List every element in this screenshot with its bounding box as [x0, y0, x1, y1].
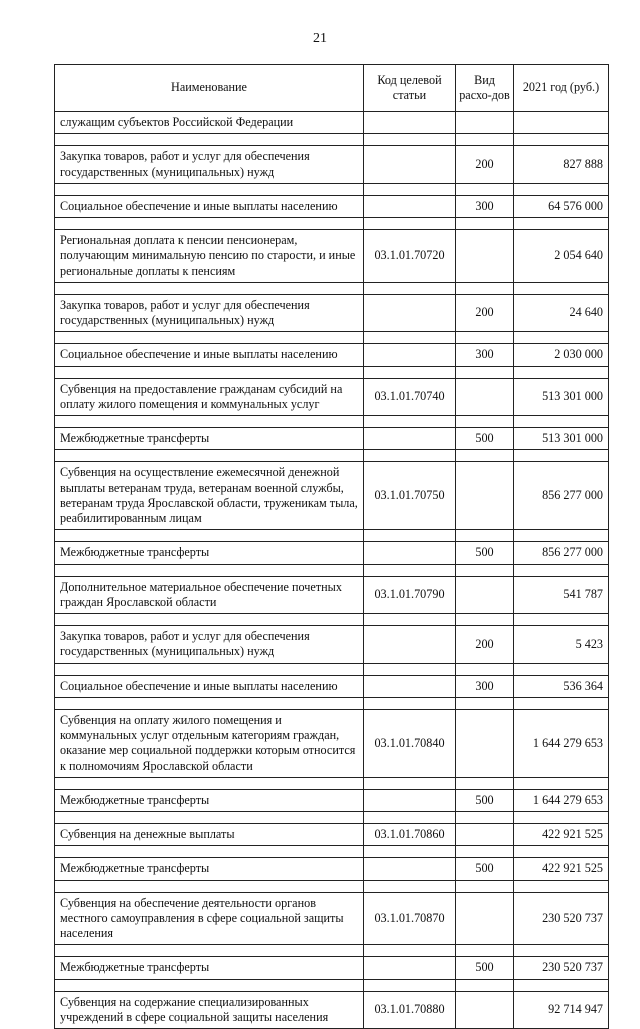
table-row: [55, 858, 609, 880]
cell-code: [364, 294, 456, 332]
spacer-cell: [514, 945, 609, 957]
cell-name: Межбюджетные трансферты: [55, 428, 364, 450]
table-body: [55, 112, 609, 1029]
spacer-cell: [456, 134, 514, 146]
spacer-cell: [364, 416, 456, 428]
spacer-cell: [364, 777, 456, 789]
cell-name: Социальное обеспечение и иные выплаты населению: [55, 675, 364, 697]
table-header-row: [55, 65, 609, 112]
spacer-cell: [456, 945, 514, 957]
cell-name: Закупка товаров, работ и услуг для обеспечения государственных (муниципальных) нужд: [55, 294, 364, 332]
cell-amount: [514, 112, 609, 134]
spacer-cell: [514, 812, 609, 824]
row-spacer: [55, 614, 609, 626]
spacer-cell: [364, 697, 456, 709]
row-spacer: [55, 282, 609, 294]
spacer-cell: [456, 530, 514, 542]
table-row: [55, 675, 609, 697]
cell-type: [456, 576, 514, 614]
spacer-cell: [514, 614, 609, 626]
cell-type: 300: [456, 344, 514, 366]
cell-amount: 5 423: [514, 626, 609, 664]
cell-amount: 2 054 640: [514, 230, 609, 283]
spacer-cell: [364, 282, 456, 294]
spacer-cell: [55, 880, 364, 892]
row-spacer: [55, 777, 609, 789]
spacer-cell: [364, 134, 456, 146]
row-spacer: [55, 450, 609, 462]
spacer-cell: [55, 564, 364, 576]
table-row: [55, 709, 609, 777]
cell-code: [364, 789, 456, 811]
row-spacer: [55, 945, 609, 957]
cell-type: [456, 112, 514, 134]
cell-type: [456, 378, 514, 416]
spacer-cell: [456, 218, 514, 230]
cell-name: Субвенция на предоставление гражданам субсидий на оплату жилого помещения и коммунальных услуг: [55, 378, 364, 416]
header-amount: 2021 год (руб.): [514, 65, 609, 112]
cell-type: 500: [456, 858, 514, 880]
spacer-cell: [364, 218, 456, 230]
cell-code: [364, 146, 456, 184]
cell-code: 03.1.01.70790: [364, 576, 456, 614]
spacer-cell: [456, 332, 514, 344]
spacer-cell: [55, 282, 364, 294]
table-row: [55, 991, 609, 1029]
cell-name: Межбюджетные трансферты: [55, 858, 364, 880]
spacer-cell: [456, 663, 514, 675]
spacer-cell: [55, 134, 364, 146]
cell-type: 500: [456, 789, 514, 811]
spacer-cell: [364, 945, 456, 957]
spacer-cell: [456, 846, 514, 858]
cell-type: [456, 991, 514, 1029]
table-row: [55, 576, 609, 614]
cell-amount: 1 644 279 653: [514, 709, 609, 777]
spacer-cell: [514, 777, 609, 789]
spacer-cell: [55, 697, 364, 709]
row-spacer: [55, 332, 609, 344]
table-row: [55, 230, 609, 283]
cell-amount: 827 888: [514, 146, 609, 184]
cell-amount: 2 030 000: [514, 344, 609, 366]
spacer-cell: [364, 979, 456, 991]
cell-code: 03.1.01.70860: [364, 824, 456, 846]
spacer-cell: [456, 979, 514, 991]
cell-type: [456, 462, 514, 530]
spacer-cell: [514, 530, 609, 542]
cell-code: [364, 675, 456, 697]
cell-code: 03.1.01.70750: [364, 462, 456, 530]
spacer-cell: [514, 332, 609, 344]
spacer-cell: [514, 697, 609, 709]
cell-amount: 536 364: [514, 675, 609, 697]
cell-type: 500: [456, 542, 514, 564]
spacer-cell: [456, 777, 514, 789]
table-row: [55, 378, 609, 416]
table-row: [55, 789, 609, 811]
spacer-cell: [514, 663, 609, 675]
table-row: [55, 146, 609, 184]
row-spacer: [55, 416, 609, 428]
spacer-cell: [55, 663, 364, 675]
spacer-cell: [55, 416, 364, 428]
cell-code: [364, 957, 456, 979]
row-spacer: [55, 812, 609, 824]
spacer-cell: [456, 366, 514, 378]
cell-amount: 64 576 000: [514, 195, 609, 217]
spacer-cell: [514, 416, 609, 428]
spacer-cell: [364, 564, 456, 576]
cell-code: [364, 626, 456, 664]
cell-amount: 513 301 000: [514, 378, 609, 416]
table-row: [55, 542, 609, 564]
spacer-cell: [514, 282, 609, 294]
cell-name: Закупка товаров, работ и услуг для обеспечения государственных (муниципальных) нужд: [55, 626, 364, 664]
header-name: Наименование: [55, 65, 364, 112]
spacer-cell: [55, 979, 364, 991]
cell-amount: 422 921 525: [514, 824, 609, 846]
spacer-cell: [364, 183, 456, 195]
spacer-cell: [364, 846, 456, 858]
spacer-cell: [456, 564, 514, 576]
table-row: [55, 428, 609, 450]
cell-code: 03.1.01.70880: [364, 991, 456, 1029]
spacer-cell: [55, 218, 364, 230]
cell-code: [364, 428, 456, 450]
cell-amount: 230 520 737: [514, 957, 609, 979]
spacer-cell: [456, 614, 514, 626]
cell-name: Субвенция на денежные выплаты: [55, 824, 364, 846]
cell-name: Межбюджетные трансферты: [55, 789, 364, 811]
cell-type: [456, 824, 514, 846]
spacer-cell: [456, 880, 514, 892]
row-spacer: [55, 979, 609, 991]
spacer-cell: [514, 183, 609, 195]
spacer-cell: [514, 880, 609, 892]
cell-type: [456, 230, 514, 283]
cell-name: Субвенция на оплату жилого помещения и коммунальных услуг отдельным категориям граждан, оказание мер социальной поддержки которым относится к полномочиям Ярославской области: [55, 709, 364, 777]
cell-code: 03.1.01.70840: [364, 709, 456, 777]
spacer-cell: [55, 614, 364, 626]
table-row: [55, 344, 609, 366]
cell-name: Региональная доплата к пенсии пенсионерам, получающим минимальную пенсию по старости, и иные региональные доплаты к пенсиям: [55, 230, 364, 283]
row-spacer: [55, 846, 609, 858]
spacer-cell: [514, 218, 609, 230]
row-spacer: [55, 880, 609, 892]
cell-name: Закупка товаров, работ и услуг для обеспечения государственных (муниципальных) нужд: [55, 146, 364, 184]
row-spacer: [55, 697, 609, 709]
cell-amount: 1 644 279 653: [514, 789, 609, 811]
spacer-cell: [514, 564, 609, 576]
cell-type: 300: [456, 675, 514, 697]
spacer-cell: [364, 530, 456, 542]
cell-type: [456, 709, 514, 777]
spacer-cell: [364, 366, 456, 378]
spacer-cell: [456, 183, 514, 195]
table-row: [55, 195, 609, 217]
cell-amount: 541 787: [514, 576, 609, 614]
spacer-cell: [514, 846, 609, 858]
spacer-cell: [364, 663, 456, 675]
budget-table: [54, 64, 609, 1029]
table-row: [55, 892, 609, 945]
table-row: [55, 626, 609, 664]
spacer-cell: [55, 183, 364, 195]
spacer-cell: [364, 450, 456, 462]
cell-type: 200: [456, 146, 514, 184]
cell-code: [364, 858, 456, 880]
cell-name: Социальное обеспечение и иные выплаты населению: [55, 195, 364, 217]
spacer-cell: [55, 332, 364, 344]
page-number: 21: [313, 31, 327, 46]
cell-amount: 422 921 525: [514, 858, 609, 880]
spacer-cell: [514, 979, 609, 991]
cell-amount: 24 640: [514, 294, 609, 332]
spacer-cell: [456, 416, 514, 428]
spacer-cell: [364, 332, 456, 344]
cell-code: 03.1.01.70740: [364, 378, 456, 416]
spacer-cell: [514, 366, 609, 378]
table-row: [55, 112, 609, 134]
row-spacer: [55, 564, 609, 576]
cell-name: Дополнительное материальное обеспечение почетных граждан Ярославской области: [55, 576, 364, 614]
header-code: Код целевой статьи: [364, 65, 456, 112]
cell-amount: 856 277 000: [514, 462, 609, 530]
row-spacer: [55, 663, 609, 675]
cell-name: Социальное обеспечение и иные выплаты населению: [55, 344, 364, 366]
table-row: [55, 294, 609, 332]
spacer-cell: [55, 530, 364, 542]
cell-name: Субвенция на обеспечение деятельности органов местного самоуправления в сфере социальной защиты населения: [55, 892, 364, 945]
spacer-cell: [364, 614, 456, 626]
spacer-cell: [55, 777, 364, 789]
spacer-cell: [364, 880, 456, 892]
cell-name: служащим субъектов Российской Федерации: [55, 112, 364, 134]
cell-amount: 513 301 000: [514, 428, 609, 450]
table-row: [55, 462, 609, 530]
cell-type: 200: [456, 626, 514, 664]
cell-code: [364, 344, 456, 366]
table-row: [55, 957, 609, 979]
cell-type: 500: [456, 428, 514, 450]
cell-amount: 92 714 947: [514, 991, 609, 1029]
spacer-cell: [55, 812, 364, 824]
spacer-cell: [55, 450, 364, 462]
cell-type: 200: [456, 294, 514, 332]
cell-code: 03.1.01.70870: [364, 892, 456, 945]
cell-name: Межбюджетные трансферты: [55, 542, 364, 564]
cell-name: Субвенция на осуществление ежемесячной денежной выплаты ветеранам труда, ветеранам военной службы, ветеранам труда Ярославской области, труженикам тыла, реабилитированным лицам: [55, 462, 364, 530]
spacer-cell: [456, 812, 514, 824]
cell-amount: 856 277 000: [514, 542, 609, 564]
row-spacer: [55, 530, 609, 542]
cell-type: 300: [456, 195, 514, 217]
cell-code: [364, 542, 456, 564]
spacer-cell: [55, 945, 364, 957]
cell-code: [364, 195, 456, 217]
cell-amount: 230 520 737: [514, 892, 609, 945]
row-spacer: [55, 183, 609, 195]
cell-type: [456, 892, 514, 945]
spacer-cell: [514, 134, 609, 146]
spacer-cell: [456, 282, 514, 294]
row-spacer: [55, 366, 609, 378]
cell-code: 03.1.01.70720: [364, 230, 456, 283]
spacer-cell: [55, 366, 364, 378]
header-type: Вид расхо-дов: [456, 65, 514, 112]
cell-name: Субвенция на содержание специализированных учреждений в сфере социальной защиты населения: [55, 991, 364, 1029]
row-spacer: [55, 134, 609, 146]
spacer-cell: [55, 846, 364, 858]
row-spacer: [55, 218, 609, 230]
spacer-cell: [364, 812, 456, 824]
cell-code: [364, 112, 456, 134]
spacer-cell: [456, 450, 514, 462]
table-row: [55, 824, 609, 846]
cell-name: Межбюджетные трансферты: [55, 957, 364, 979]
spacer-cell: [456, 697, 514, 709]
cell-type: 500: [456, 957, 514, 979]
spacer-cell: [514, 450, 609, 462]
